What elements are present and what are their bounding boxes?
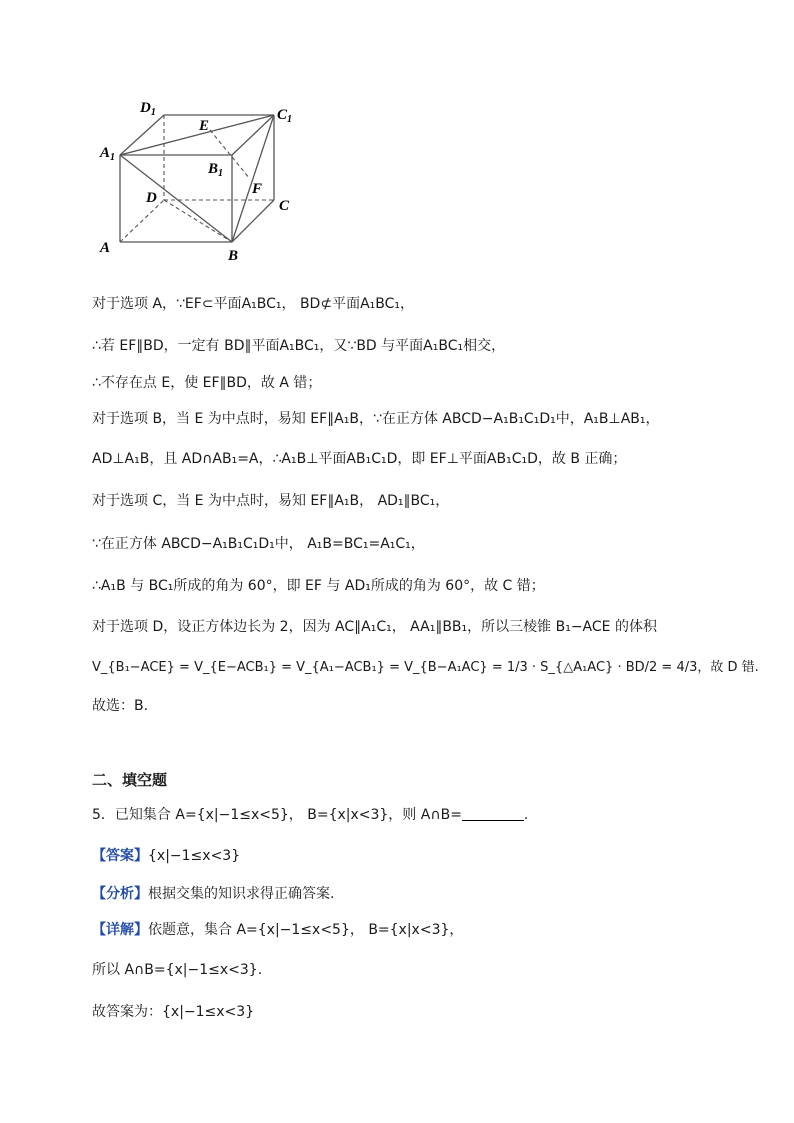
label-a1: $A_1$	[100, 145, 116, 163]
solution-line-4: 对于选项 B，当 E 为中点时，易知 EF∥A₁B，∵在正方体 ABCD−A₁B₁C₁D₁中，A₁B⊥AB₁，	[92, 411, 660, 427]
label-b1: $B_1$	[208, 161, 224, 179]
answer-blank[interactable]	[462, 806, 524, 821]
detail-line-1	[92, 920, 463, 940]
label-a: A	[100, 240, 111, 256]
detail-line-3: 故答案为：{x|−1≤x<3}	[92, 1004, 255, 1020]
analysis-tag: 【分析】	[92, 886, 148, 902]
volume-equation: V_{B₁−ACE} = V_{E−ACB₁} = V_{A₁−ACB₁} = V_{B−A₁AC} = 1/3 · S_{△A₁AC} · BD/2 = 4/3，故 D 错.	[92, 660, 759, 675]
analysis-line	[92, 884, 334, 904]
question-number: 5．	[92, 807, 115, 823]
edge-ad	[120, 200, 164, 242]
diag-db	[164, 200, 232, 242]
solution-line-7: ∵在正方体 ABCD−A₁B₁C₁D₁中， A₁B=BC₁=A₁C₁，	[92, 536, 425, 552]
cube-diagram	[92, 92, 322, 272]
label-d: D	[146, 190, 157, 206]
solution-line-3: ∴不存在点 E，使 EF∥BD，故 A 错；	[92, 375, 322, 391]
question-text: 已知集合 A={x|−1≤x<5}， B={x|x<3}，则 A∩B=	[114, 807, 462, 823]
question-end: .	[523, 807, 529, 823]
detail-text: 依题意，集合 A={x|−1≤x<5}， B={x|x<3}，	[148, 922, 464, 938]
section-title: 二、填空题	[92, 771, 168, 789]
diag-bc1	[232, 115, 274, 242]
solution-line-6: 对于选项 C，当 E 为中点时，易知 EF∥A₁B， AD₁∥BC₁，	[92, 493, 450, 509]
label-e: E	[199, 118, 210, 134]
answer-value: {x|−1≤x<3}	[148, 848, 241, 864]
cube-figure	[92, 92, 322, 272]
question-5	[92, 805, 528, 825]
solution-line-2: ∴若 EF∥BD，一定有 BD∥平面A₁BC₁，又∵BD 与平面A₁BC₁相交，	[92, 338, 506, 354]
detail-tag: 【详解】	[92, 922, 148, 938]
label-f: F	[252, 181, 263, 197]
label-b: B	[228, 248, 239, 264]
solution-line-9: 对于选项 D，设正方体边长为 2，因为 AC∥A₁C₁， AA₁∥BB₁，所以三棱锥 B₁−ACE 的体积	[92, 619, 657, 635]
label-d1: $D_1$	[140, 100, 156, 118]
analysis-text: 根据交集的知识求得正确答案.	[148, 886, 335, 902]
answer-line	[92, 846, 240, 866]
solution-line-8: ∴A₁B 与 BC₁所成的角为 60°，即 EF 与 AD₁所成的角为 60°，故 C 错；	[92, 578, 545, 594]
solution-conclusion: 故选：B.	[92, 698, 149, 714]
label-c: C	[279, 198, 290, 214]
answer-tag: 【答案】	[92, 848, 148, 864]
diag-a1c1	[120, 115, 274, 155]
solution-line-5: AD⊥A₁B，且 AD∩AB₁=A，∴A₁B⊥平面AB₁C₁D，即 EF⊥平面AB₁C₁D，故 B 正确；	[92, 451, 627, 467]
detail-line-2: 所以 A∩B={x|−1≤x<3}.	[92, 962, 263, 978]
solution-line-1: 对于选项 A，∵EF⊂平面A₁BC₁， BD⊄平面A₁BC₁，	[92, 296, 414, 312]
label-c1: $C_1$	[277, 107, 293, 125]
